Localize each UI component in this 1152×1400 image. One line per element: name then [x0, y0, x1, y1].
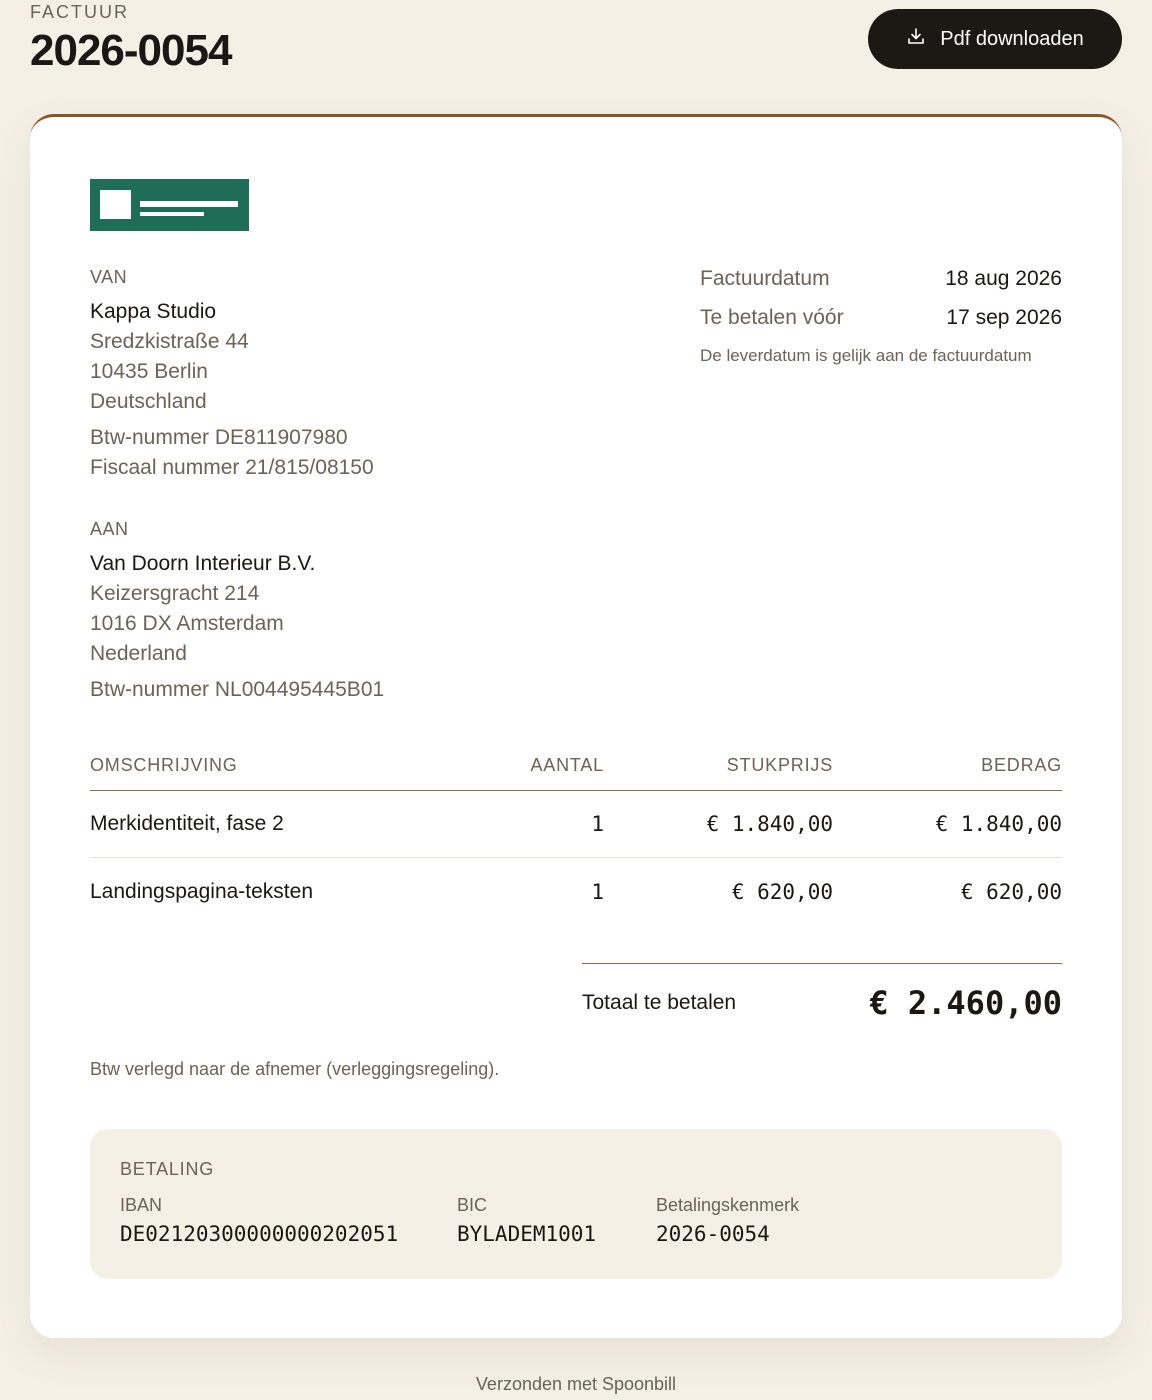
header-amount: BEDRAG — [981, 755, 1062, 775]
due-date: 17 sep 2026 — [946, 306, 1062, 329]
payment-reference-value: 2026-0054 — [656, 1222, 770, 1246]
payment-reference-block — [656, 1195, 799, 1246]
invoice-date-label: Factuurdatum — [700, 267, 830, 290]
table-row — [90, 858, 1062, 925]
recipient-block — [90, 549, 610, 705]
row-quantity: 1 — [591, 879, 604, 904]
payment-box — [90, 1129, 1062, 1279]
header-description: OMSCHRIJVING — [90, 755, 238, 775]
sender-address-line: Sredzkistraße 44 — [90, 330, 249, 353]
row-quantity: 1 — [591, 812, 604, 836]
download-pdf-label: Pdf downloaden — [940, 27, 1084, 50]
sender-vat-number: Btw-nummer DE811907980 — [90, 426, 348, 449]
header-unit-price: STUKPRIJS — [726, 755, 833, 775]
bic-value: BYLADEM1001 — [457, 1222, 597, 1246]
sender-address-line: Deutschland — [90, 390, 207, 413]
iban-label: IBAN — [120, 1195, 163, 1215]
iban-value: DE02120300000000202051 — [120, 1222, 399, 1246]
row-unit-price: € 620,00 — [731, 879, 833, 904]
sender-tax-number: Fiscaal nummer 21/815/08150 — [90, 456, 374, 479]
row-amount: € 1.840,00 — [935, 812, 1062, 836]
iban-block — [120, 1195, 398, 1246]
sender-block — [90, 297, 610, 483]
sender-name: Kappa Studio — [90, 300, 217, 323]
header-quantity: AANTAL — [530, 755, 604, 775]
sender-address-line: 10435 Berlin — [90, 360, 208, 383]
download-pdf-button[interactable] — [868, 9, 1122, 69]
row-unit-price: € 1.840,00 — [706, 812, 833, 836]
total-label: Totaal te betalen — [582, 990, 737, 1014]
recipient-address-line: Nederland — [90, 642, 187, 665]
to-label: AAN — [90, 519, 129, 539]
row-amount: € 620,00 — [960, 879, 1062, 904]
payment-reference-label: Betalingskenmerk — [656, 1195, 800, 1215]
bic-block — [457, 1195, 596, 1246]
due-date-label: Te betalen vóór — [700, 306, 844, 329]
recipient-address-line: 1016 DX Amsterdam — [90, 612, 284, 635]
table-header — [90, 747, 1062, 791]
recipient-vat-number: Btw-nummer NL004495445B01 — [90, 678, 385, 701]
bic-label: BIC — [457, 1195, 488, 1215]
total-section — [582, 963, 1062, 1041]
invoice-date: 18 aug 2026 — [945, 267, 1062, 290]
vat-reverse-charge-note: Btw verlegd naar de afnemer (verleggingsregeling). — [90, 1059, 500, 1079]
row-description: Landingspagina-teksten — [90, 879, 314, 903]
from-label: VAN — [90, 267, 128, 287]
footer-sent-with: Verzonden met Spoonbill — [475, 1374, 677, 1394]
download-icon — [906, 26, 926, 52]
table-row — [90, 791, 1062, 858]
recipient-name: Van Doorn Interieur B.V. — [90, 552, 316, 575]
row-description: Merkidentiteit, fase 2 — [90, 812, 284, 835]
company-logo — [90, 179, 249, 231]
line-items-table — [90, 747, 1062, 925]
invoice-dates — [700, 267, 1062, 366]
payment-title: BETALING — [120, 1159, 215, 1179]
document-type-label: FACTUUR — [30, 2, 129, 22]
delivery-date-note: De leverdatum is gelijk aan de factuurdatum — [700, 346, 1032, 365]
total-amount: € 2.460,00 — [869, 983, 1062, 1022]
recipient-address-line: Keizersgracht 214 — [90, 582, 260, 605]
invoice-card — [30, 114, 1122, 1338]
invoice-number: 2026-0054 — [30, 26, 232, 75]
